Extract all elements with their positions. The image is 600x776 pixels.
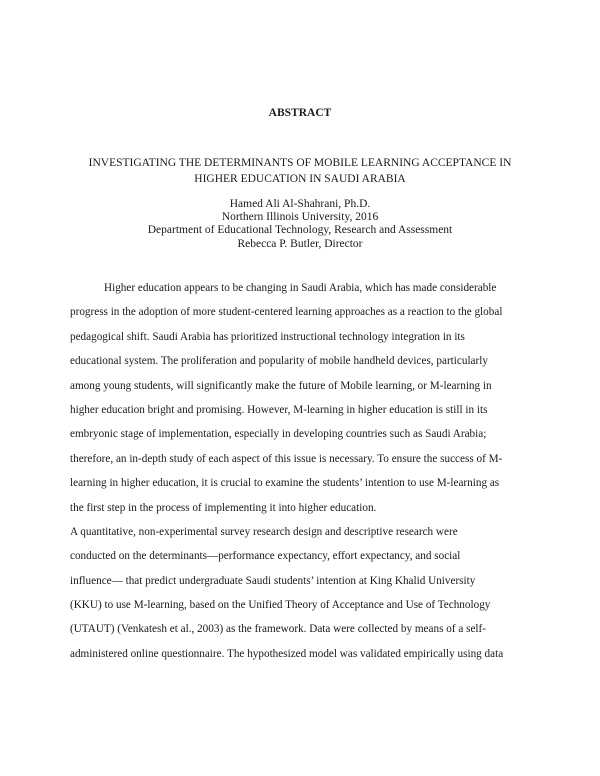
dissertation-title	[60, 155, 540, 187]
author-info	[60, 198, 540, 251]
paragraph-2-line: (KKU) to use M-learning, based on the Unified Theory of Acceptance and Use of Technology	[70, 599, 491, 612]
paragraph-1-line: embryonic stage of implementation, especially in developing countries such as Saudi Arabia;	[70, 428, 487, 441]
department: Department of Educational Technology, Research and Assessment	[147, 224, 453, 237]
paragraph-1-line: educational system. The proliferation and popularity of mobile handheld devices, particularly	[70, 355, 488, 368]
paragraph-1-line: Higher education appears to be changing in Saudi Arabia, which has made considerable	[104, 282, 497, 294]
paragraph-1-line: higher education bright and promising. However, M-learning in higher education is still in its	[70, 403, 488, 416]
paragraph-1-line: among young students, will significantly make the future of Mobile learning, or M-learning in	[70, 379, 492, 392]
university-year: Northern Illinois University, 2016	[221, 211, 379, 224]
paragraph-1-line: progress in the adoption of more student-centered learning approaches as a reaction to the global	[70, 306, 503, 319]
paragraph-1-line: the first step in the process of implementing it into higher education.	[70, 501, 377, 514]
paragraph-2-line: administered online questionnaire. The hypothesized model was validated empirically using data	[70, 647, 504, 660]
abstract-heading: ABSTRACT	[268, 107, 332, 119]
paragraph-1-line: therefore, an in-depth study of each aspect of this issue is necessary. To ensure the success of M-	[70, 452, 503, 465]
author-name: Hamed Ali Al-Shahrani, Ph.D.	[229, 198, 371, 210]
abstract-body	[70, 276, 540, 666]
paragraph-2-line: A quantitative, non-experimental survey research design and descriptive research were	[70, 525, 458, 538]
title-line-2: HIGHER EDUCATION IN SAUDI ARABIA	[194, 173, 406, 185]
paragraph-2-line: influence— that predict undergraduate Saudi students’ intention at King Khalid University	[70, 574, 476, 587]
director: Rebecca P. Butler, Director	[237, 237, 363, 250]
paragraph-2-line: (UTAUT) (Venkatesh et al., 2003) as the framework. Data were collected by means of a self-	[70, 623, 486, 636]
paragraph-1-line: pedagogical shift. Saudi Arabia has prioritized instructional technology integration in its	[70, 330, 465, 343]
title-line-1: INVESTIGATING THE DETERMINANTS OF MOBILE LEARNING ACCEPTANCE IN	[88, 157, 512, 169]
paragraph-2-line: conducted on the determinants—performance expectancy, effort expectancy, and social	[70, 550, 461, 563]
paragraph-1-line: learning in higher education, it is crucial to examine the students’ intention to use M-learning as	[70, 477, 500, 490]
